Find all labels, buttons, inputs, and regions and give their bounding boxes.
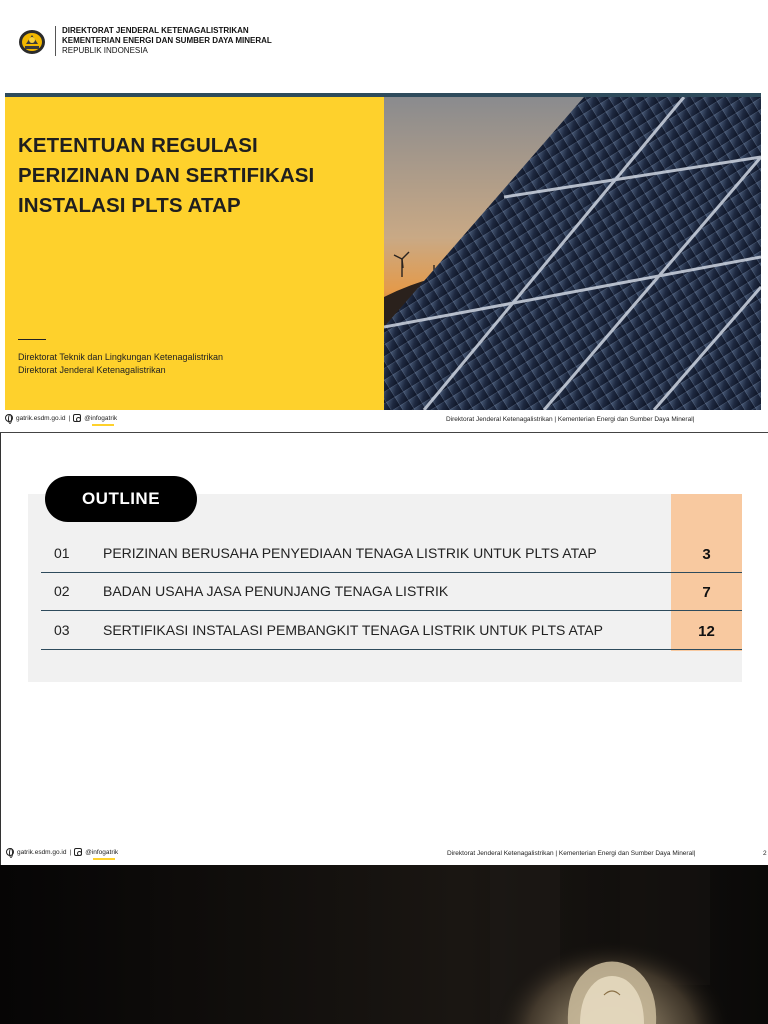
outline-row-label: SERTIFIKASI INSTALASI PEMBANGKIT TENAGA LISTRIK UNTUK PLTS ATAP	[103, 622, 603, 638]
solar-panel-photo	[384, 97, 761, 410]
page-number: 2	[763, 850, 767, 857]
slide-title	[0, 0, 768, 432]
slide-outline	[0, 433, 768, 865]
footer-website[interactable]: gatrik.esdm.go.id	[17, 848, 67, 856]
footer-website[interactable]: gatrik.esdm.go.id	[16, 414, 66, 422]
org-line-3: REPUBLIK INDONESIA	[62, 46, 148, 55]
outline-heading: OUTLINE	[45, 476, 197, 522]
outline-row[interactable]	[41, 573, 742, 611]
title-panel	[5, 97, 384, 410]
outline-row-number: 02	[54, 583, 70, 599]
title-line-1: KETENTUAN REGULASI	[18, 134, 258, 157]
outline-row-label: PERIZINAN BERUSAHA PENYEDIAAN TENAGA LISTRIK UNTUK PLTS ATAP	[103, 545, 597, 561]
outline-row-number: 03	[54, 622, 70, 638]
org-line-1: DIREKTORAT JENDERAL KETENAGALISTRIKAN	[62, 26, 249, 35]
outline-row[interactable]	[41, 612, 742, 650]
subtitle	[18, 351, 223, 377]
footer-social	[5, 414, 117, 422]
slide1-footer	[0, 410, 768, 432]
org-name	[55, 26, 272, 56]
esdm-logo-icon	[17, 26, 47, 56]
org-header	[17, 26, 272, 56]
outline-row-page: 12	[698, 623, 715, 640]
footer-separator: |	[68, 414, 71, 422]
footer-accent-line	[93, 858, 115, 860]
org-line-2: KEMENTERIAN ENERGI DAN SUMBER DAYA MINERAL	[62, 36, 272, 45]
footer-org-line: Direktorat Jenderal Ketenagalistrikan | Kementerian Energi dan Sumber Daya Mineral|	[447, 850, 696, 857]
slide-lightbulb	[0, 865, 768, 1024]
footer-accent-line	[92, 424, 114, 426]
outline-row-page: 7	[702, 584, 711, 601]
outline-row-page: 3	[702, 546, 711, 563]
outline-row[interactable]	[41, 535, 742, 573]
slide-title-text	[18, 131, 314, 221]
title-line-3: INSTALASI PLTS ATAP	[18, 194, 241, 217]
outline-row-label: BADAN USAHA JASA PENUNJANG TENAGA LISTRIK	[103, 583, 449, 599]
footer-social	[6, 848, 118, 856]
footer-instagram[interactable]: @infogatrik	[84, 414, 118, 422]
instagram-icon	[73, 414, 81, 422]
subtitle-line-1: Direktorat Teknik dan Lingkungan Ketenagalistrikan	[18, 352, 223, 362]
instagram-icon	[74, 848, 82, 856]
globe-icon	[5, 414, 13, 422]
title-divider	[18, 339, 46, 340]
outline-row-number: 01	[54, 545, 70, 561]
subtitle-line-2: Direktorat Jenderal Ketenagalistrikan	[18, 365, 166, 375]
slide2-footer	[1, 844, 768, 866]
title-line-2: PERIZINAN DAN SERTIFIKASI	[18, 164, 315, 187]
footer-instagram[interactable]: @infogatrik	[85, 848, 119, 856]
footer-separator: |	[69, 848, 72, 856]
globe-icon	[6, 848, 14, 856]
footer-org-line: Direktorat Jenderal Ketenagalistrikan | Kementerian Energi dan Sumber Daya Mineral|	[446, 416, 695, 423]
